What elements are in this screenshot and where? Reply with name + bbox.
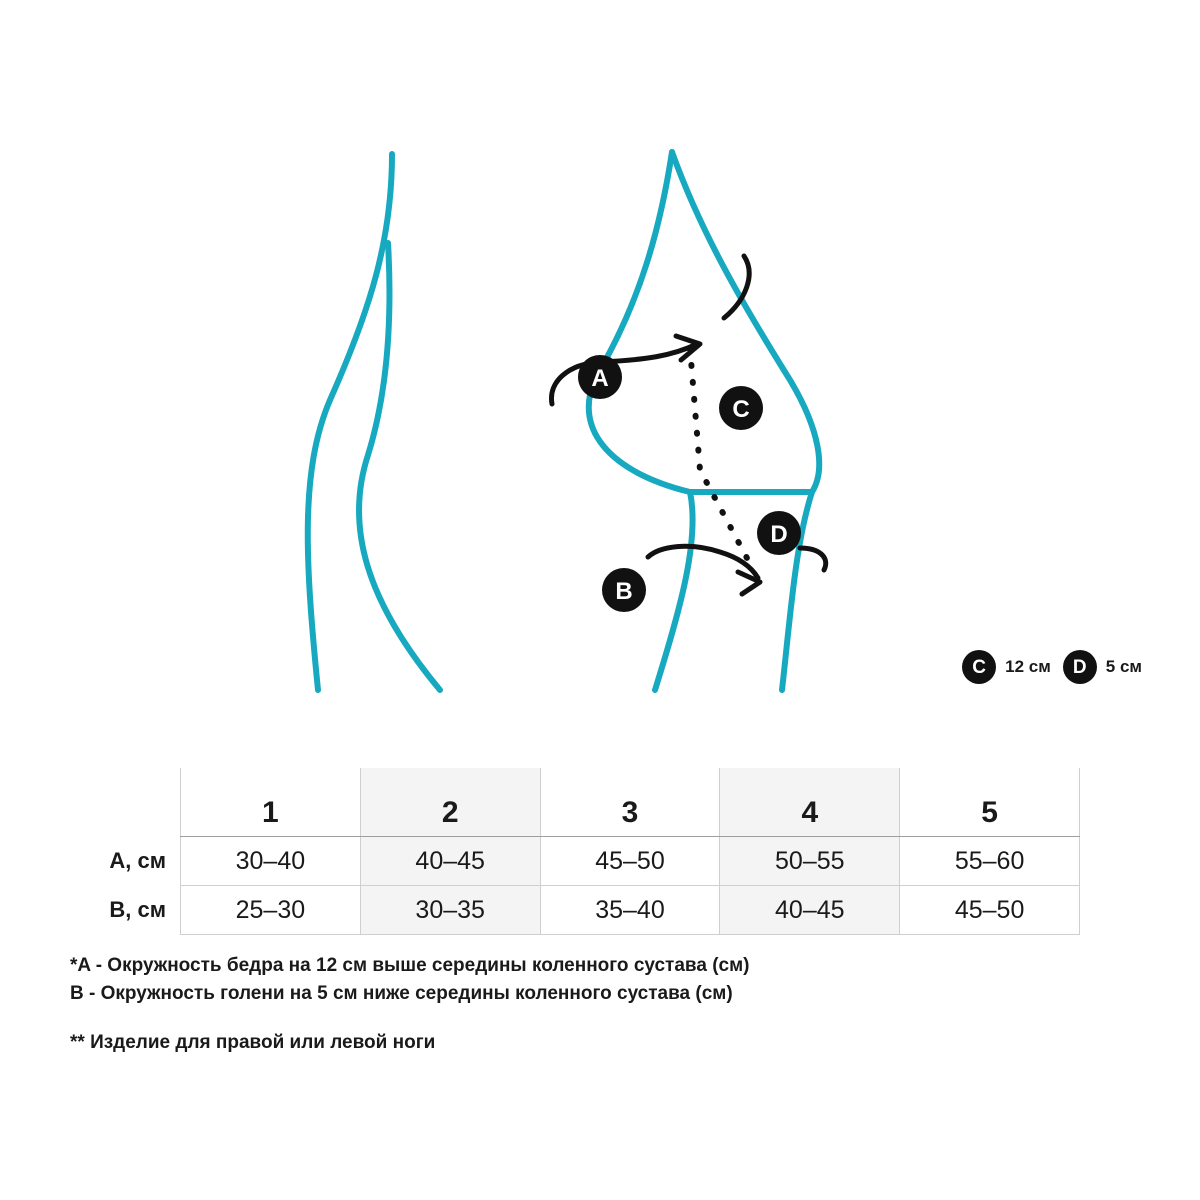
size-table-wrap [60,768,1140,935]
table-col-1: 1 [181,768,361,837]
table-col-2: 2 [360,768,540,837]
svg-text:B: B [615,578,633,605]
leg-outline-far-thigh [359,243,440,690]
legend-badge-d: D [1063,650,1097,684]
note-line-2: B - Окружность голени на 5 см ниже середины коленного сустава (см) [70,982,733,1004]
table-col-3: 3 [540,768,720,837]
row-label-a: A, см [109,848,166,873]
table-row [60,837,1080,886]
legend-value-c: 12 см [1005,657,1051,676]
svg-text:C: C [732,396,750,423]
cell-a-1: 30–40 [181,837,361,886]
table-col-4: 4 [720,768,900,837]
marker-a [578,355,622,399]
cell-a-5: 55–60 [900,837,1080,886]
legend-badge-c: C [962,650,996,684]
dotted-measure-line [690,348,748,560]
legend [962,650,1142,684]
row-label-b: B, см [109,897,166,922]
table-col-5: 5 [900,768,1080,837]
note-line-3: ** Изделие для правой или левой ноги [70,1032,436,1054]
table-header-row [60,768,1080,837]
leg-outline-main-front [589,152,693,690]
table-corner [60,768,181,837]
cell-a-3: 45–50 [540,837,720,886]
cell-a-2: 40–45 [360,837,540,886]
table-row [60,886,1080,935]
cell-a-4: 50–55 [720,837,900,886]
note-line-1: *A - Окружность бедра на 12 см выше середины коленного сустава (см) [70,955,750,976]
notes [70,952,1140,1057]
marker-c [719,386,763,430]
cell-b-2: 30–35 [360,886,540,935]
cell-b-1: 25–30 [181,886,361,935]
marker-b [602,568,646,612]
legend-value-d: 5 см [1105,657,1142,676]
size-table [60,768,1080,935]
cell-b-4: 40–45 [720,886,900,935]
measure-arrow-a [551,336,700,404]
legend-item-c [962,650,1051,684]
svg-text:D: D [770,521,788,548]
svg-text:A: A [591,365,609,392]
cell-b-5: 45–50 [900,886,1080,935]
cell-b-3: 35–40 [540,886,720,935]
marker-d [757,511,801,555]
legend-item-d [1063,650,1142,684]
